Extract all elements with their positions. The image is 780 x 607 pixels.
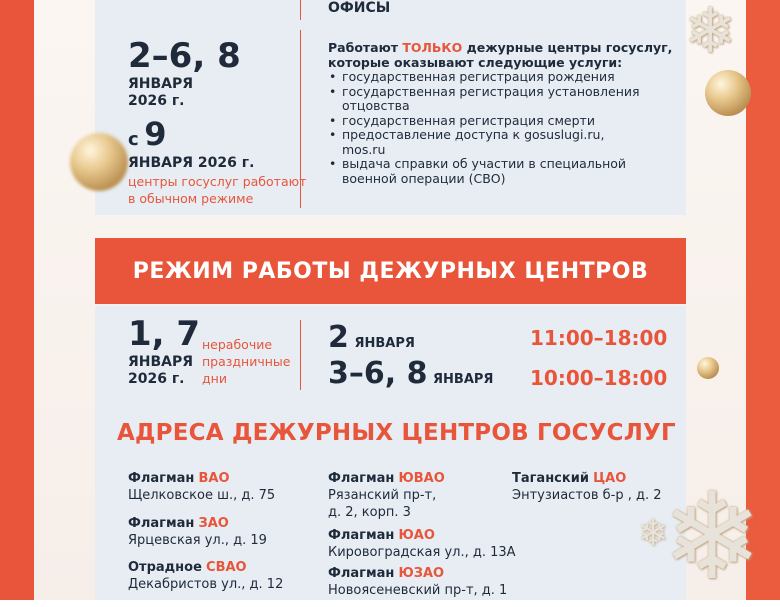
snowflake-icon: ❄ bbox=[662, 468, 763, 607]
divider-top bbox=[300, 0, 301, 20]
normal-mode-line-1: центры госуслуг работают bbox=[128, 174, 307, 189]
address-line: Декабристов ул., д. 12 bbox=[128, 577, 284, 592]
address-line: Энтузиастов б-р , д. 2 bbox=[512, 488, 662, 503]
address-line: д. 2, корп. 3 bbox=[328, 505, 411, 520]
left-orange-stripe bbox=[0, 0, 34, 600]
gold-ornament-ball bbox=[697, 357, 719, 379]
schedule-row-hours: 10:00–18:00 bbox=[530, 366, 668, 390]
dates-year: 2026 г. bbox=[128, 93, 185, 109]
holiday-note-1: нерабочие bbox=[202, 337, 273, 352]
address-name: Отрадное bbox=[128, 560, 202, 575]
holiday-note-3: дни bbox=[202, 371, 227, 386]
address-item bbox=[128, 515, 267, 549]
from-date bbox=[128, 116, 167, 158]
address-district: ЗАО bbox=[198, 516, 229, 531]
address-district: ЮВАО bbox=[398, 471, 445, 486]
address-name: Флагман bbox=[328, 528, 395, 543]
list-item: • выдача справки об участии в специальной военной операции (СВО) bbox=[328, 157, 652, 186]
address-district: СВАО bbox=[206, 560, 247, 575]
from-month-year: ЯНВАРЯ 2026 г. bbox=[128, 155, 255, 171]
schedule-banner bbox=[95, 238, 686, 304]
snowflake-icon: ❄ bbox=[684, 0, 736, 67]
address-district: ЮАО bbox=[398, 528, 435, 543]
address-item bbox=[128, 559, 283, 593]
holiday-days: 1, 7 bbox=[128, 314, 201, 354]
intro-suffix: дежурные центры госуслуг, bbox=[466, 40, 673, 55]
intro-highlight: ТОЛЬКО bbox=[402, 40, 463, 55]
address-item bbox=[328, 565, 507, 599]
list-item: • предоставление доступа к gosuslugi.ru, mos.ru bbox=[328, 128, 632, 157]
address-item bbox=[128, 470, 275, 504]
address-district: ЮЗАО bbox=[398, 566, 445, 581]
holiday-note-2: праздничные bbox=[202, 354, 291, 369]
gold-ornament-ball bbox=[705, 70, 751, 116]
holiday-month: ЯНВАРЯ bbox=[128, 354, 194, 370]
address-line: Рязанский пр-т, bbox=[328, 488, 437, 503]
offices-label: ОФИСЫ bbox=[328, 0, 391, 16]
schedule-row-days: 3–6, 8 bbox=[328, 356, 428, 391]
schedule-row bbox=[328, 356, 493, 398]
dates-month: ЯНВАРЯ bbox=[128, 76, 194, 92]
schedule-row-days: 2 bbox=[328, 320, 349, 355]
schedule-row-hours: 11:00–18:00 bbox=[530, 326, 668, 350]
address-item bbox=[328, 527, 516, 561]
address-district: ВАО bbox=[198, 471, 230, 486]
dates-main: 2–6, 8 bbox=[128, 36, 241, 76]
address-name: Флагман bbox=[128, 516, 195, 531]
services-list bbox=[328, 70, 668, 186]
normal-mode-line-2: в обычном режиме bbox=[128, 191, 254, 206]
divider-schedule bbox=[300, 320, 301, 390]
services-intro bbox=[328, 40, 672, 55]
address-line: Новоясеневский пр-т, д. 1 bbox=[328, 583, 508, 598]
services-intro-line-2: которые оказывают следующие услуги: bbox=[328, 55, 623, 70]
from-day: 9 bbox=[144, 115, 167, 153]
address-item bbox=[512, 470, 662, 504]
intro-prefix: Работают bbox=[328, 40, 398, 55]
list-item: • государственная регистрация рождения bbox=[328, 70, 668, 85]
address-name: Флагман bbox=[328, 566, 395, 581]
holiday-year: 2026 г. bbox=[128, 371, 185, 387]
gold-ornament-ball bbox=[70, 133, 128, 191]
address-item bbox=[328, 470, 445, 521]
address-line: Щелковское ш., д. 75 bbox=[128, 488, 276, 503]
snowflake-icon: ❄ bbox=[638, 513, 669, 554]
addresses-title: АДРЕСА ДЕЖУРНЫХ ЦЕНТРОВ ГОСУСЛУГ bbox=[117, 420, 676, 446]
address-line: Кировоградская ул., д. 13А bbox=[328, 545, 516, 560]
list-item: • государственная регистрация смерти bbox=[328, 114, 668, 129]
address-name: Флагман bbox=[128, 471, 195, 486]
address-name: Флагман bbox=[328, 471, 395, 486]
address-district: ЦАО bbox=[593, 471, 627, 486]
schedule-row-month: ЯНВАРЯ bbox=[354, 336, 415, 351]
schedule-row-month: ЯНВАРЯ bbox=[433, 372, 494, 387]
from-prefix: с bbox=[128, 129, 139, 150]
address-line: Ярцевская ул., д. 19 bbox=[128, 533, 267, 548]
address-name: Таганский bbox=[512, 471, 589, 486]
banner-title: РЕЖИМ РАБОТЫ ДЕЖУРНЫХ ЦЕНТРОВ bbox=[132, 258, 649, 284]
list-item: • государственная регистрация установления отцовства bbox=[328, 85, 642, 114]
